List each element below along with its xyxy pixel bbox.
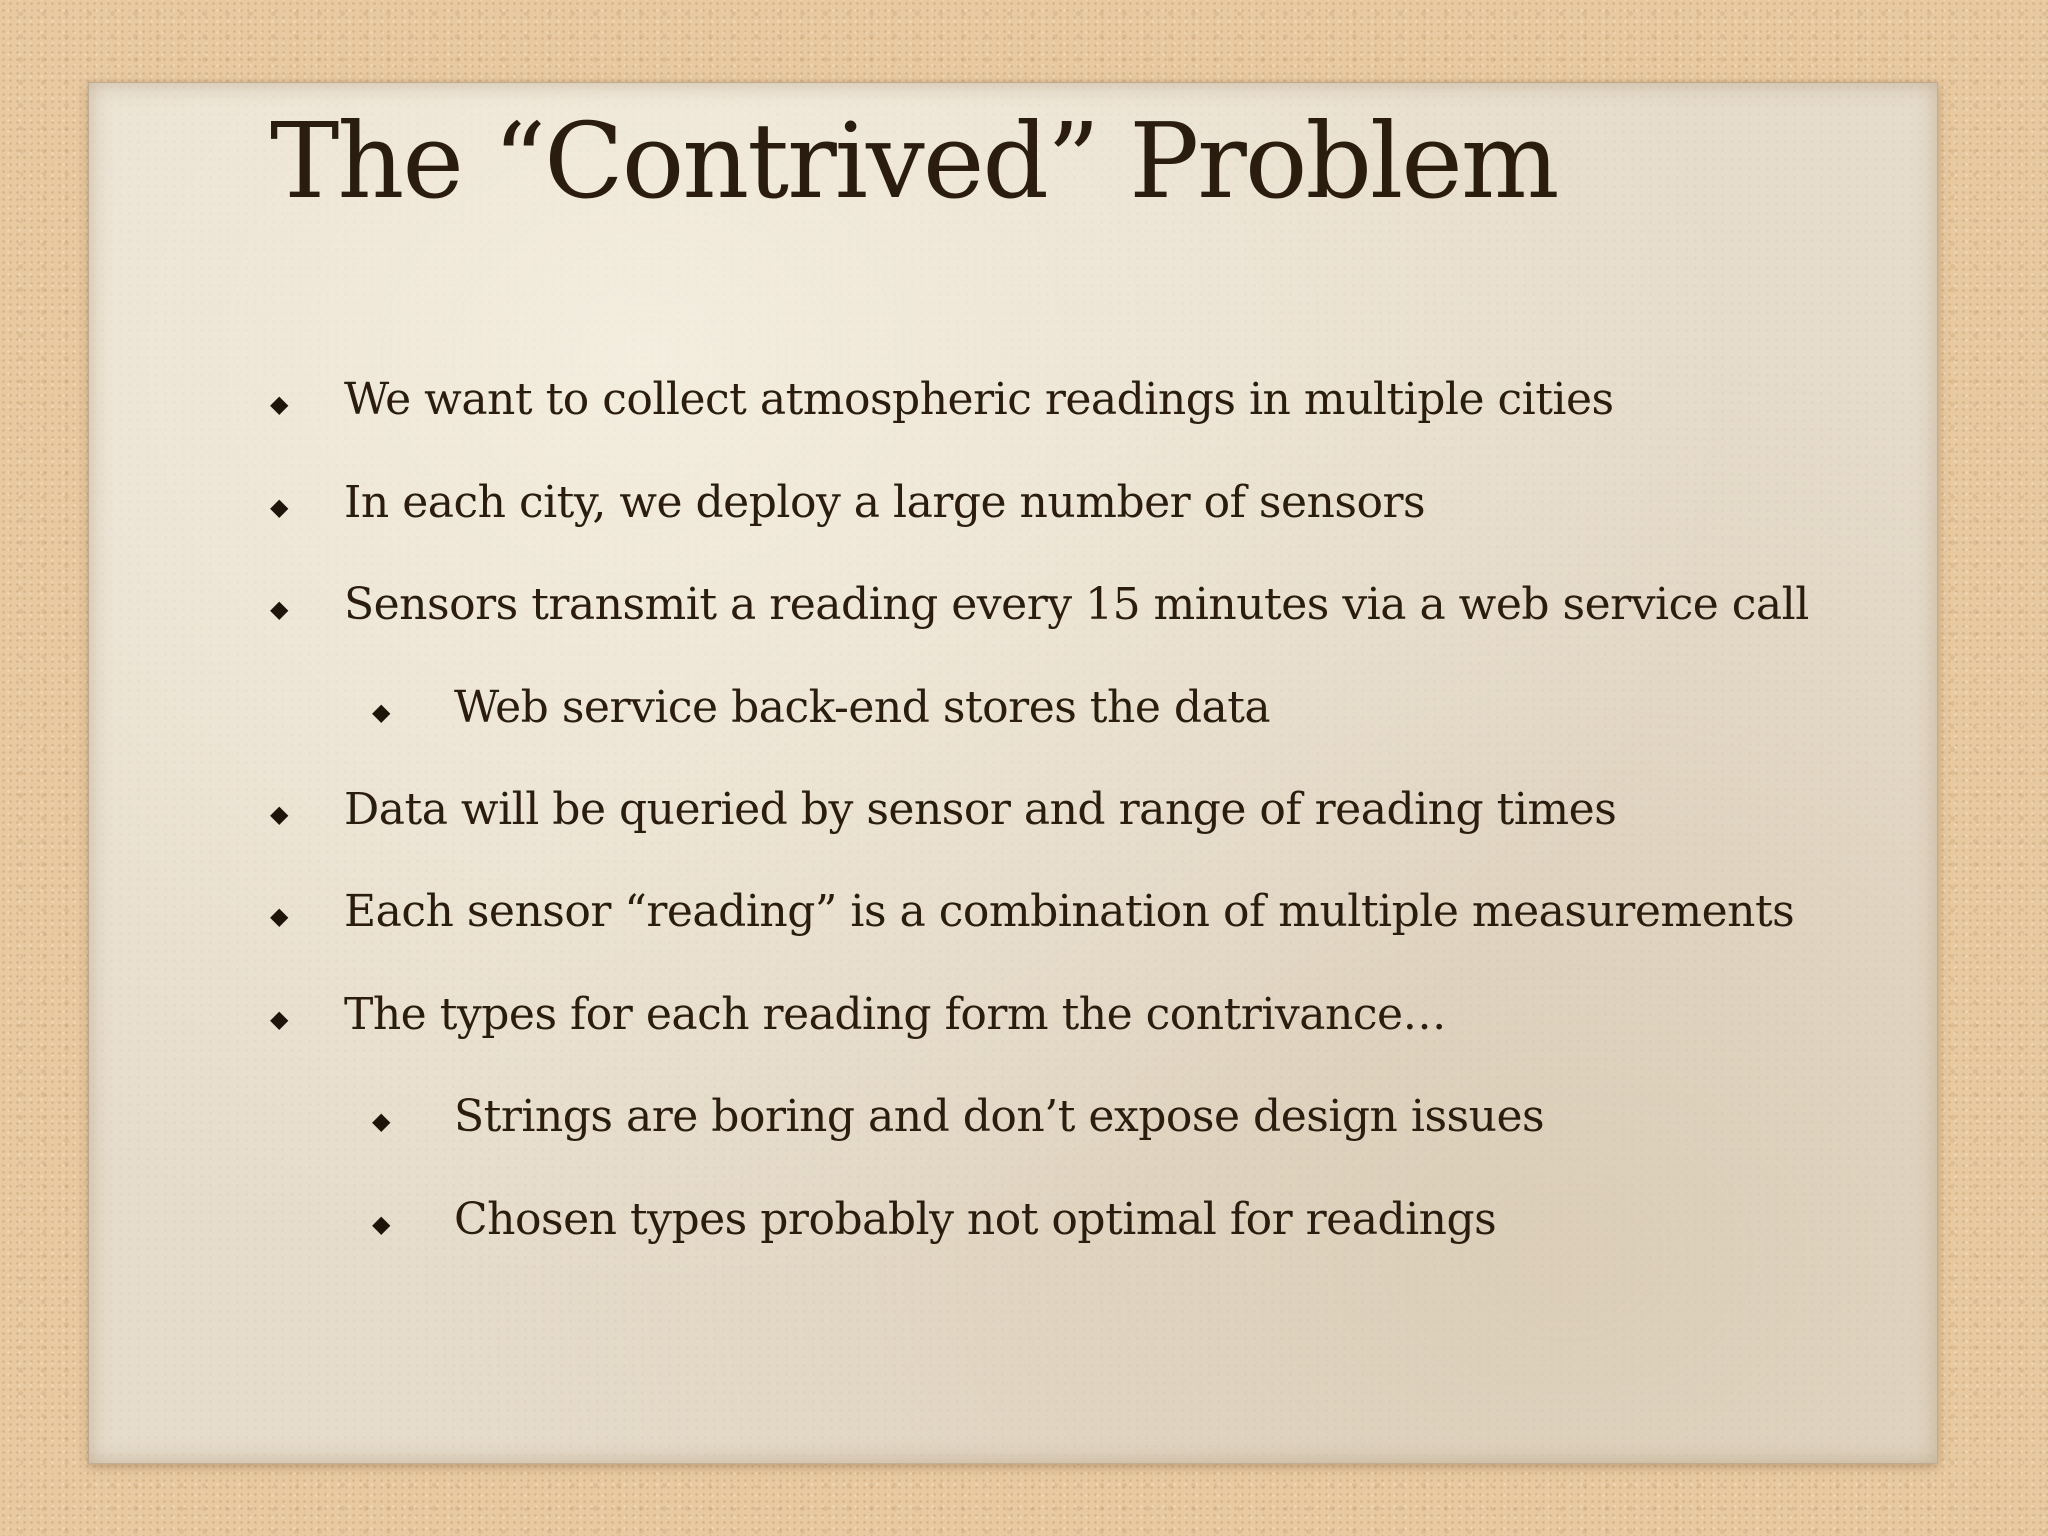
bullet-item [270,477,1426,528]
bullet-text: In each city, we deploy a large number of sensors [344,477,1426,528]
diamond-bullet-icon: ◆ [372,698,390,726]
diamond-bullet-icon: ◆ [270,493,288,521]
bullet-item [270,579,1809,630]
diamond-bullet-icon: ◆ [270,390,288,418]
bullet-text: Strings are boring and don’t expose design issues [454,1091,1545,1142]
bullet-text: Sensors transmit a reading every 15 minutes via a web service call [344,579,1809,630]
bullet-text: Each sensor “reading” is a combination of multiple measurements [344,886,1795,937]
diamond-bullet-icon: ◆ [270,800,288,828]
sub-bullet-item [372,1091,1545,1142]
bullet-text: Web service back-end stores the data [454,682,1271,733]
bullet-text: Chosen types probably not optimal for readings [454,1194,1497,1245]
slide-paper [88,82,1938,1464]
diamond-bullet-icon: ◆ [270,1005,288,1033]
bullet-text: The types for each reading form the contrivance… [344,989,1447,1040]
bullet-item [270,886,1795,937]
diamond-bullet-icon: ◆ [372,1210,390,1238]
bullet-text: We want to collect atmospheric readings in multiple cities [344,374,1614,425]
bullet-item [270,989,1447,1040]
slide-title: The “Contrived” Problem [270,100,1558,222]
bullet-item [270,374,1614,425]
bullet-item [270,784,1617,835]
diamond-bullet-icon: ◆ [270,595,288,623]
diamond-bullet-icon: ◆ [270,902,288,930]
sub-bullet-item [372,1194,1497,1245]
diamond-bullet-icon: ◆ [372,1107,390,1135]
sub-bullet-item [372,682,1271,733]
bullet-text: Data will be queried by sensor and range of reading times [344,784,1617,835]
